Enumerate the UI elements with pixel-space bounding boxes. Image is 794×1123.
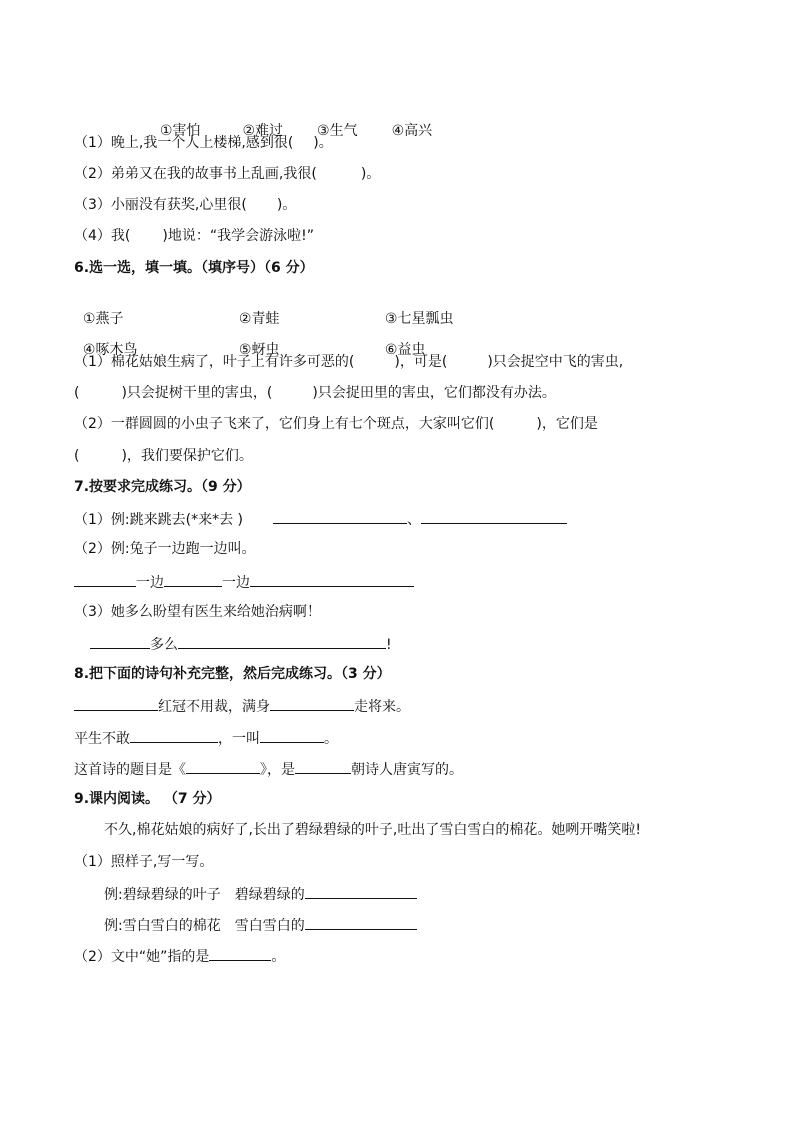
answer-blank[interactable] xyxy=(305,914,417,930)
q7-item-1 xyxy=(74,508,567,530)
item-text: 》，是 xyxy=(260,762,295,778)
q5-option: ③生气 xyxy=(317,123,358,139)
item-text: 红冠不用裁，满身 xyxy=(158,699,270,715)
item-text: 一群圆圆的小虫子飞来了，它们身上有七个斑点，大家叫它们( xyxy=(110,416,495,432)
item-text: （2）文中“她”指的是 xyxy=(74,949,210,965)
q6-option: ①燕子 xyxy=(82,311,124,327)
answer-blank[interactable] xyxy=(421,508,567,524)
item-text: ( xyxy=(74,448,80,464)
q5-option: ②难过 xyxy=(242,123,284,139)
answer-blank[interactable] xyxy=(260,727,324,743)
q6-p1-line-1 xyxy=(74,352,623,372)
q9-example-2 xyxy=(104,914,417,936)
item-number: （1） xyxy=(74,512,111,528)
item-number: （2） xyxy=(74,416,111,432)
q7-item-2 xyxy=(74,539,256,559)
item-text: )。 xyxy=(360,166,381,182)
q9-example-1 xyxy=(104,883,417,905)
item-text: )只会捉空中飞的害虫, xyxy=(487,354,624,370)
item-text: 多么 xyxy=(150,637,178,653)
item-number: （1） xyxy=(74,135,111,151)
item-text: 棉花姑娘生病了，叶子上有许多可恶的( xyxy=(110,354,355,370)
item-text: 她多么盼望有医生来给她治病啊！ xyxy=(110,604,321,620)
item-text: 朝诗人唐寅写的。 xyxy=(351,762,463,778)
answer-blank[interactable] xyxy=(186,758,260,774)
answer-blank[interactable] xyxy=(250,571,414,587)
q6-option: ②青蛙 xyxy=(238,311,280,327)
answer-blank[interactable] xyxy=(209,945,271,961)
q5-option: ①害怕 xyxy=(159,123,201,139)
item-text: )。 xyxy=(276,197,297,213)
item-number: （2） xyxy=(74,166,111,182)
item-text: )只会捉田里的害虫，它们都没有办法。 xyxy=(312,385,556,401)
q6-option: ⑤蚜虫 xyxy=(238,342,280,358)
answer-blank[interactable] xyxy=(74,695,158,711)
answer-blank[interactable] xyxy=(130,727,218,743)
separator: 、 xyxy=(407,512,422,528)
answer-blank[interactable] xyxy=(178,633,386,649)
item-text: 我( xyxy=(110,228,131,244)
item-text: ! xyxy=(386,637,392,653)
q5-item-2 xyxy=(74,164,380,184)
q9-passage: 不久,棉花姑娘的病好了,长出了碧绿碧绿的叶子,吐出了雪白雪白的棉花。她咧开嘴笑啦! xyxy=(104,822,641,838)
item-text: 例:雪白雪白的棉花 雪白雪白的 xyxy=(104,918,305,934)
q6-option: ⑥益虫 xyxy=(384,342,426,358)
item-number: （2） xyxy=(74,541,111,557)
q8-line-1 xyxy=(74,695,410,717)
item-text: 。 xyxy=(271,949,286,965)
answer-blank[interactable] xyxy=(74,571,136,587)
q6-title: 6.选一选，填一填。（填序号）（6 分） xyxy=(74,260,314,276)
q6-option: ③七星瓢虫 xyxy=(384,311,454,327)
item-text: 走将来。 xyxy=(354,699,410,715)
q7-title: 7.按要求完成练习。（9 分） xyxy=(74,479,251,495)
q5-item-4 xyxy=(74,226,314,246)
q6-p1-line-2 xyxy=(74,383,556,403)
q8-line-3 xyxy=(74,758,463,780)
item-text: 弟弟又在我的故事书上乱画,我很( xyxy=(110,166,317,182)
item-text: 一边 xyxy=(136,575,164,591)
q7-item-3-answer xyxy=(90,633,392,655)
item-number: （3） xyxy=(74,604,111,620)
item-text: 例:兔子一边跑一边叫。 xyxy=(110,541,256,557)
item-number: （1） xyxy=(74,354,111,370)
item-text: 例:跳来跳去(*来*去 ) xyxy=(110,512,244,528)
item-number: （3） xyxy=(74,197,111,213)
answer-blank[interactable] xyxy=(273,508,407,524)
item-text: )只会捉树干里的害虫，( xyxy=(121,385,273,401)
q5-item-3 xyxy=(74,195,296,215)
item-text: 例:碧绿碧绿的叶子 碧绿碧绿的 xyxy=(104,887,305,903)
item-text: )，可是( xyxy=(394,354,448,370)
q8-line-2 xyxy=(74,727,338,749)
item-text: 这首诗的题目是《 xyxy=(74,762,186,778)
item-text: 小丽没有获奖,心里很( xyxy=(110,197,247,213)
item-text: 一边 xyxy=(222,575,250,591)
item-text: )地说：“我学会游泳啦!” xyxy=(162,228,314,244)
q7-item-2-answer xyxy=(74,571,414,593)
answer-blank[interactable] xyxy=(270,695,354,711)
item-text: )，它们是 xyxy=(536,416,598,432)
q7-item-3 xyxy=(74,602,321,622)
answer-blank[interactable] xyxy=(295,758,351,774)
item-text: )。 xyxy=(313,135,333,151)
item-text: 平生不敢 xyxy=(74,731,130,747)
q9-sub-1: （1）照样子,写一写。 xyxy=(74,854,214,870)
item-text: 晚上,我一个人上楼梯,感到很( xyxy=(110,135,294,151)
q6-option: ④啄木鸟 xyxy=(82,342,138,358)
item-text: )，我们要保护它们。 xyxy=(121,448,253,464)
q9-sub-2 xyxy=(74,945,285,967)
answer-blank[interactable] xyxy=(90,633,150,649)
item-text: 。 xyxy=(324,731,338,747)
q8-title: 8.把下面的诗句补充完整，然后完成练习。（3 分） xyxy=(74,666,391,682)
item-text: ，一叫 xyxy=(218,731,260,747)
q9-title: 9.课内阅读。 （7 分） xyxy=(74,791,221,807)
item-text: ( xyxy=(74,385,80,401)
q6-p2-line-1 xyxy=(74,414,598,434)
item-number: （4） xyxy=(74,228,111,244)
q5-option: ④高兴 xyxy=(391,123,433,139)
answer-blank[interactable] xyxy=(164,571,222,587)
q6-p2-line-2 xyxy=(74,446,253,466)
answer-blank[interactable] xyxy=(305,883,417,899)
q5-item-1 xyxy=(74,133,333,153)
